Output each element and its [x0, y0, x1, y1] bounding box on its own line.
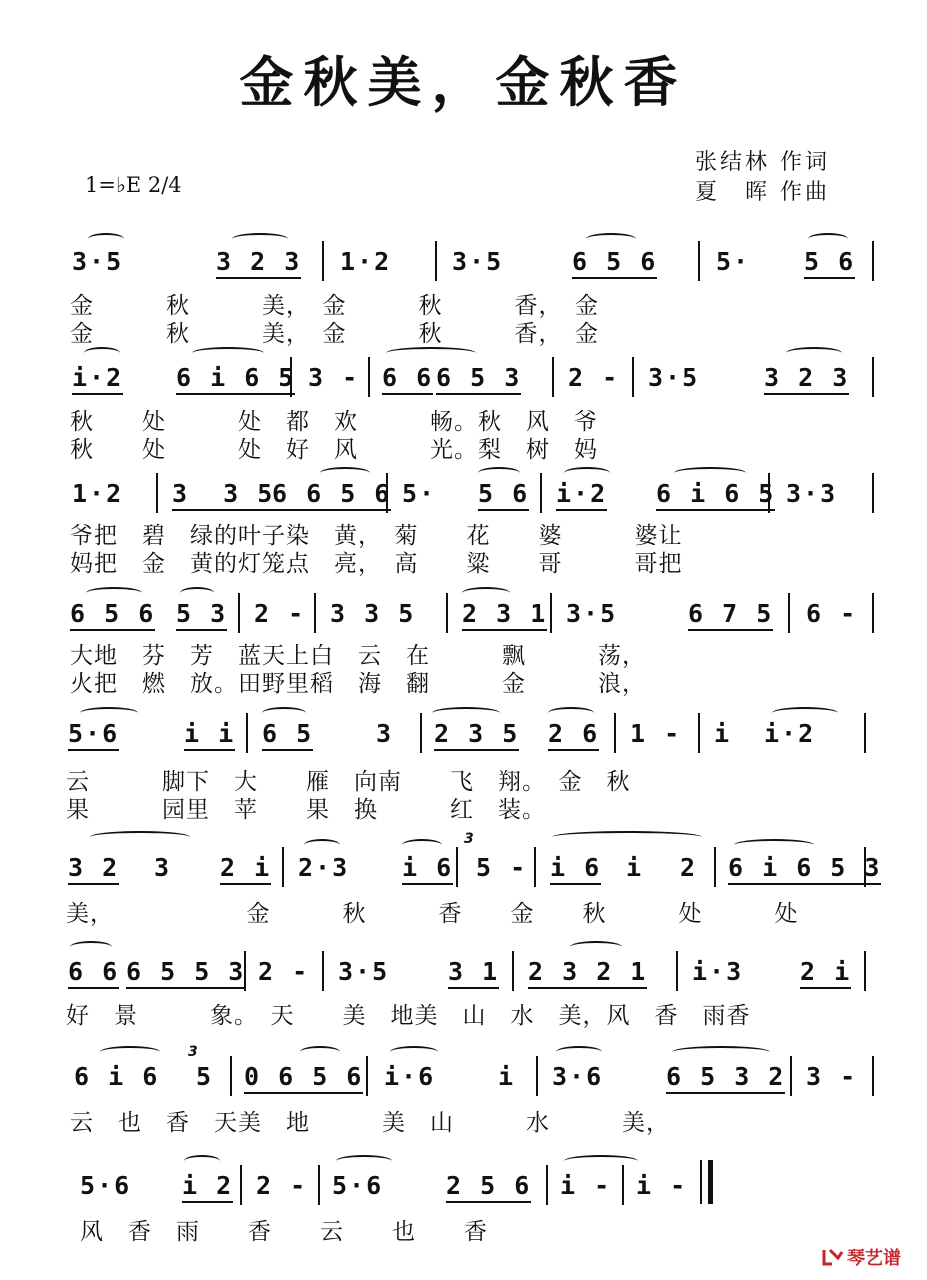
note-group: 6 5 3: [436, 363, 521, 395]
lyric-verse-1: 风 香 雨 香 云 也 香: [80, 1219, 488, 1245]
song-title: 金秋美，金秋香: [239, 50, 688, 114]
slur: [86, 587, 142, 599]
note-group: 3·5: [648, 363, 700, 392]
slur: [180, 587, 214, 599]
final-barline: [700, 1160, 713, 1204]
lyric-verse-1: 云 脚下 大 雁 向南 飞 翔。 金 秋: [66, 769, 631, 795]
bar-line: [864, 951, 866, 991]
bar-line: [864, 847, 866, 887]
bar-line: [622, 1165, 624, 1205]
slur: [386, 347, 476, 359]
bar-line: [386, 473, 388, 513]
slur: [300, 1046, 340, 1058]
bar-line: [512, 951, 514, 991]
note-group: 6 i 6 5: [176, 363, 295, 395]
bar-line: [322, 241, 324, 281]
note-group: 3·5: [566, 599, 618, 628]
note-group: 2 5 6: [446, 1171, 531, 1203]
slur: [586, 233, 636, 245]
note-group: 2·3: [298, 853, 350, 882]
lyric-verse-2: 火把 燃 放。田野里稻 海 翻 金 浪，: [70, 671, 646, 697]
lyric-verse-2: 秋 处 处 好 风 光。梨 树 妈: [70, 437, 598, 463]
bar-line: [238, 593, 240, 633]
bar-line: [318, 1165, 320, 1205]
lyric-verse-1: 爷把 碧 绿的叶子染 黄， 菊 花 婆 婆让: [70, 523, 683, 549]
note-group: 6 i 6 5: [656, 479, 775, 511]
note-group: 3·5: [338, 957, 390, 986]
bar-line: [290, 357, 292, 397]
slur: [570, 941, 622, 953]
note-group: 5·6: [80, 1171, 132, 1200]
note-group: 6 5 5 3: [126, 957, 245, 989]
bar-line: [368, 357, 370, 397]
bar-line: [534, 847, 536, 887]
note-group: 6 5 6: [70, 599, 155, 631]
bar-line: [435, 241, 437, 281]
note-group: 2 -: [258, 957, 310, 986]
note-group: 2 3 5: [434, 719, 519, 751]
note-group: 2 i: [220, 853, 271, 885]
bar-line: [872, 357, 874, 397]
score-system-1: [0, 225, 927, 355]
tuplet-mark: 3: [188, 1044, 198, 1060]
note-group: 3 1: [448, 957, 499, 989]
note-group: 6 5 6: [572, 247, 657, 279]
note-group: 5·: [716, 247, 751, 276]
note-group: 3·5: [72, 247, 124, 276]
lyricist-credit: 张结林 作词: [695, 150, 830, 175]
note-group: 2 3 2 1: [528, 957, 647, 989]
note-group: i: [626, 853, 644, 882]
slur: [734, 839, 814, 851]
note-group: 2 i: [800, 957, 851, 989]
note-group: 0 6 5 6: [244, 1062, 363, 1094]
slur: [552, 831, 702, 843]
note-group: 2: [680, 853, 698, 882]
note-group: 2 -: [256, 1171, 308, 1200]
slur: [564, 467, 610, 479]
bar-line: [552, 357, 554, 397]
bar-line: [872, 593, 874, 633]
note-group: i 2: [182, 1171, 233, 1203]
note-group: i 6: [402, 853, 453, 885]
note-group: 5·6: [68, 719, 119, 751]
note-group: 6 5 3 2: [666, 1062, 785, 1094]
note-group: 3: [154, 853, 172, 882]
slur: [478, 467, 520, 479]
watermark-logo: [822, 1244, 901, 1270]
bar-line: [536, 1056, 538, 1096]
bar-line: [322, 951, 324, 991]
bar-line: [244, 951, 246, 991]
bar-line: [788, 593, 790, 633]
slur: [462, 587, 510, 599]
bar-line: [420, 713, 422, 753]
bar-line: [872, 241, 874, 281]
note-group: 6 -: [806, 599, 858, 628]
bar-line: [714, 847, 716, 887]
note-group: 5 6: [804, 247, 855, 279]
note-group: 3: [376, 719, 394, 748]
note-group: i: [498, 1062, 516, 1091]
slur: [184, 1155, 220, 1167]
bar-line: [768, 473, 770, 513]
note-group: i·3: [692, 957, 744, 986]
note-group: 6 6 5 6: [272, 479, 391, 511]
slur: [808, 233, 848, 245]
note-group: 3 2 3: [216, 247, 301, 279]
slur: [84, 347, 120, 359]
bar-line: [550, 593, 552, 633]
slur: [192, 347, 264, 359]
lyric-verse-1: 金 秋 美， 金 秋 香， 金: [70, 293, 599, 319]
bar-line: [698, 713, 700, 753]
key-signature: 1=♭E 2/4: [85, 173, 182, 197]
tuplet-mark: 3: [464, 831, 474, 847]
lyric-verse-1: 好 景 象。 天 美 地美 山 水 美，风 香 雨香: [66, 1003, 751, 1029]
slur: [672, 1046, 770, 1058]
bar-line: [872, 1056, 874, 1096]
note-group: i·2: [72, 363, 123, 395]
note-group: 3 -: [806, 1062, 858, 1091]
bar-line: [314, 593, 316, 633]
note-group: i·2: [556, 479, 607, 511]
bar-line: [540, 473, 542, 513]
slur: [304, 839, 340, 851]
score-system-4: [0, 585, 927, 715]
note-group: 5·: [402, 479, 437, 508]
slur: [786, 347, 842, 359]
note-group: 1·2: [72, 479, 124, 508]
note-group: 5 6: [478, 479, 529, 511]
note-group: 6 i 6: [74, 1062, 160, 1091]
slur: [336, 1155, 392, 1167]
slur: [402, 839, 442, 851]
note-group: 3 2: [68, 853, 119, 885]
slur: [320, 467, 370, 479]
slur: [70, 941, 112, 953]
lyric-verse-1: 美， 金 秋 香 金 秋 处 处: [66, 901, 799, 927]
note-group: i i: [184, 719, 235, 751]
lyric-verse-1: 秋 处 处 都 欢 畅。秋 风 爷: [70, 409, 598, 435]
note-group: 6 i 6 5 3: [728, 853, 881, 885]
bar-line: [240, 1165, 242, 1205]
note-group: 3·3: [786, 479, 838, 508]
note-group: 6 7 5: [688, 599, 773, 631]
note-group: 1·2: [340, 247, 392, 276]
note-group: i·2: [764, 719, 816, 748]
bar-line: [230, 1056, 232, 1096]
note-group: 5 3: [176, 599, 227, 631]
lyric-verse-2: 妈把 金 黄的灯笼点 亮， 高 粱 哥 哥把: [70, 551, 683, 577]
score-system-3: [0, 465, 927, 595]
watermark-text: 琴艺谱: [847, 1248, 901, 1269]
note-group: 2 6: [548, 719, 599, 751]
bar-line: [614, 713, 616, 753]
bar-line: [872, 473, 874, 513]
note-group: 2 3 1: [462, 599, 547, 631]
note-group: 3·6: [552, 1062, 604, 1091]
score-system-2: [0, 345, 927, 475]
note-group: 3·5: [452, 247, 504, 276]
lyric-verse-2: 果 园里 苹 果 换 红 装。: [66, 797, 546, 823]
slur: [772, 707, 838, 719]
bar-line: [632, 357, 634, 397]
note-group: i -: [636, 1171, 688, 1200]
note-group: 3 3 5: [172, 479, 274, 511]
lyric-verse-2: 金 秋 美， 金 秋 香， 金: [70, 321, 599, 347]
slur: [674, 467, 746, 479]
slur: [100, 1046, 160, 1058]
bar-line: [790, 1056, 792, 1096]
slur: [564, 1155, 638, 1167]
slur: [80, 707, 138, 719]
note-group: 6 6: [68, 957, 119, 989]
bar-line: [698, 241, 700, 281]
note-group: 3 -: [308, 363, 360, 392]
note-group: 3 3 5: [330, 599, 416, 628]
slur: [432, 707, 500, 719]
slur: [556, 1046, 602, 1058]
note-group: i 6: [550, 853, 601, 885]
bar-line: [676, 951, 678, 991]
bar-line: [366, 1056, 368, 1096]
credits: [695, 148, 830, 208]
bar-line: [456, 847, 458, 887]
note-group: 5·6: [332, 1171, 384, 1200]
qinyipu-logo-icon: [822, 1247, 844, 1267]
note-group: 2 -: [568, 363, 620, 392]
note-group: 1 -: [630, 719, 682, 748]
lyric-verse-1: 云 也 香 天美 地 美 山 水 美，: [70, 1110, 670, 1136]
slur: [548, 707, 594, 719]
note-group: i·6: [384, 1062, 436, 1091]
note-group: 6 6: [382, 363, 433, 395]
note-group: i -: [560, 1171, 612, 1200]
score-system-5: [0, 705, 927, 835]
note-group: 5: [196, 1062, 214, 1091]
lyric-verse-1: 大地 芬 芳 蓝天上白 云 在 飘 荡，: [70, 643, 646, 669]
composer-credit: 夏 晖 作曲: [695, 180, 830, 205]
slur: [390, 1046, 438, 1058]
bar-line: [546, 1165, 548, 1205]
bar-line: [446, 593, 448, 633]
slur: [88, 233, 124, 245]
bar-line: [246, 713, 248, 753]
score-system-9: [0, 1145, 927, 1275]
note-group: 3 2 3: [764, 363, 849, 395]
bar-line: [864, 713, 866, 753]
slur: [90, 831, 190, 843]
note-group: 2 -: [254, 599, 306, 628]
bar-line: [156, 473, 158, 513]
note-group: 6 5: [262, 719, 313, 751]
slur: [262, 707, 306, 719]
slur: [232, 233, 288, 245]
note-group: i: [714, 719, 732, 748]
note-group: 5 -: [476, 853, 528, 882]
bar-line: [282, 847, 284, 887]
